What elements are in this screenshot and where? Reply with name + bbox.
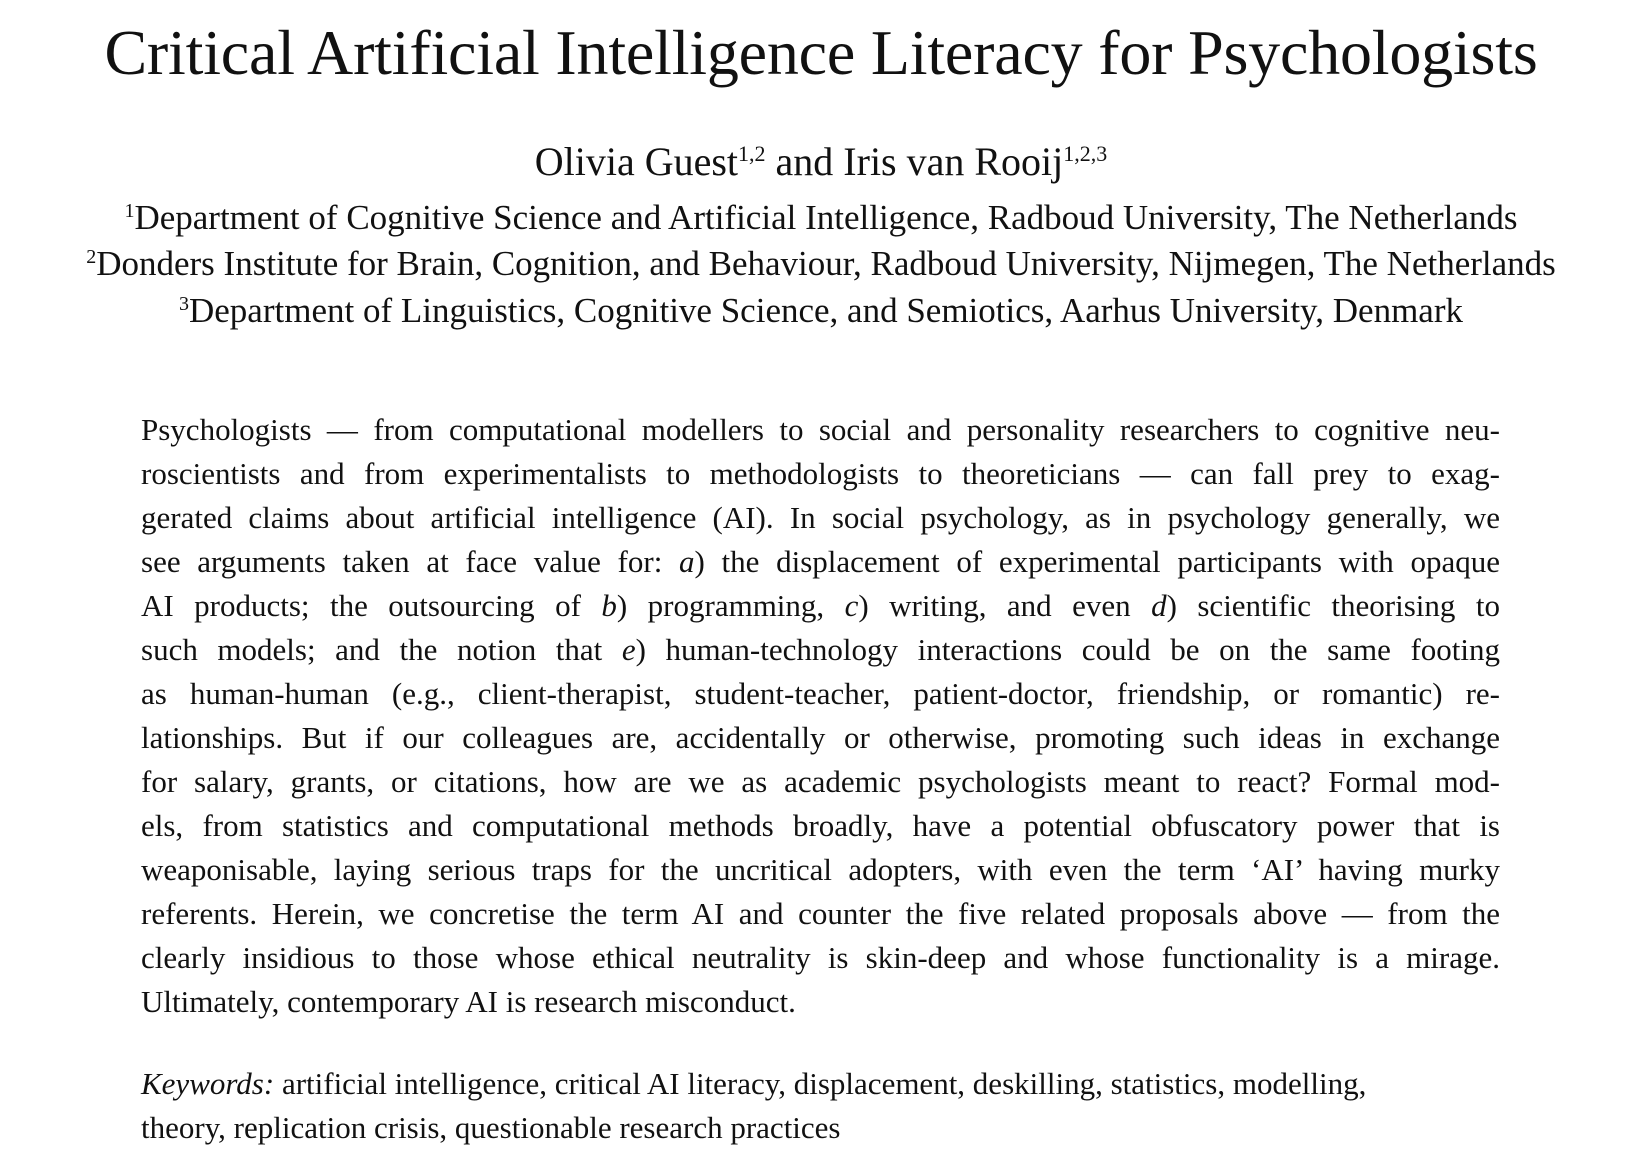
enumerator-letter: b: [601, 588, 617, 623]
keywords-line: [141, 1062, 1500, 1106]
abstract-line: roscientists and from experimentalists to methodologists to theoreticians — can fall prey to exag-: [141, 456, 1500, 491]
affiliation-1: [0, 196, 1642, 240]
abstract-line: clearly insidious to those whose ethical neutrality is skin-deep and whose functionality is a mirage.: [141, 940, 1500, 975]
author-list: [0, 137, 1642, 187]
keywords: [141, 1062, 1500, 1150]
keywords-label: Keywords:: [141, 1066, 275, 1101]
author-affiliation-marks: 1,2,3: [1063, 141, 1108, 166]
abstract-line: referents. Herein, we concretise the term AI and counter the five related proposals above — from the: [141, 896, 1500, 931]
affiliation-number: 2: [86, 246, 97, 268]
abstract-line: Psychologists — from computational modellers to social and personality researchers to cognitive neu-: [141, 412, 1500, 447]
abstract-line: such models; and the notion that e) human-technology interactions could be on the same footing: [141, 632, 1500, 667]
abstract-line: lationships. But if our colleagues are, accidentally or otherwise, promoting such ideas in exchange: [141, 720, 1500, 755]
author-name: Iris van Rooij: [843, 139, 1064, 184]
abstract-line: Ultimately, contemporary AI is research misconduct.: [141, 984, 796, 1019]
author-joiner: and: [765, 139, 844, 184]
affiliation-text: Department of Linguistics, Cognitive Science, and Semiotics, Aarhus University, Denmark: [189, 291, 1463, 330]
abstract-line: gerated claims about artificial intelligence (AI). In social psychology, as in psychology generally, we: [141, 500, 1500, 535]
affiliation-3: [0, 289, 1642, 333]
author-name: Olivia Guest: [534, 139, 739, 184]
affiliation-text: Donders Institute for Brain, Cognition, and Behaviour, Radboud University, Nijmegen, The Netherlands: [96, 244, 1556, 283]
abstract: [141, 408, 1500, 1024]
author-affiliation-marks: 1,2: [738, 141, 766, 166]
abstract-line: see arguments taken at face value for: a) the displacement of experimental participants with opaque: [141, 544, 1500, 579]
abstract-line: AI products; the outsourcing of b) programming, c) writing, and even d) scientific theorising to: [141, 588, 1500, 623]
paper-title: Critical Artificial Intelligence Literacy for Psychologists: [104, 17, 1538, 88]
keywords-text: artificial intelligence, critical AI literacy, displacement, deskilling, statistics, modelling,: [281, 1066, 1367, 1101]
abstract-line: as human-human (e.g., client-therapist, student-teacher, patient-doctor, friendship, or romantic) re-: [141, 676, 1500, 711]
enumerator-letter: c: [844, 588, 859, 623]
affiliation-number: 1: [124, 200, 135, 222]
enumerator-letter: e: [621, 632, 636, 667]
affiliation-2: [0, 242, 1642, 286]
enumerator-letter: d: [1151, 588, 1167, 623]
abstract-line: weaponisable, laying serious traps for the uncritical adopters, with even the term ‘AI’ having murky: [141, 852, 1500, 887]
abstract-line: els, from statistics and computational methods broadly, have a potential obfuscatory power that is: [141, 808, 1500, 843]
enumerator-letter: a: [679, 544, 695, 579]
keywords-line: theory, replication crisis, questionable research practices: [141, 1110, 841, 1145]
affiliation-number: 3: [179, 293, 189, 315]
abstract-line: for salary, grants, or citations, how are we as academic psychologists meant to react? Formal mod-: [141, 764, 1500, 799]
affiliation-text: Department of Cognitive Science and Artificial Intelligence, Radboud University, The Netherlands: [134, 198, 1518, 237]
